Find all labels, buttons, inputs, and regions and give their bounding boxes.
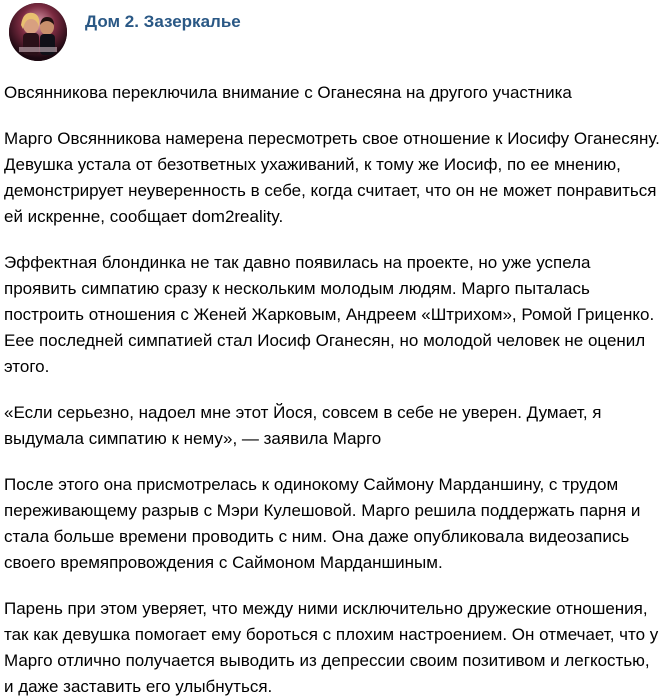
post-title: Овсянникова переключила внимание с Оганесяна на другого участника	[4, 83, 572, 102]
paragraph: Парень при этом уверяет, что между ними исключительно дружеские отношения, так как девушка помогает ему бороться с плохим настроением. Он отмечает, что у Марго отлично получается выводить из депрессии своим позитивом и легкостью, и даже заставить его улыбнуться.	[4, 599, 659, 696]
quote-paragraph: «Если серьезно, надоел мне этот Йося, совсем в себе не уверен. Думает, я выдумала симпатию к нему», — заявила Марго	[4, 403, 602, 448]
paragraph: Эффектная блондинка не так давно появилась на проекте, но уже успела проявить симпатию сразу к нескольким молодым людям. Марго пыталась построить отношения с Женей Жарковым, Андреем «Штрихом», Ромой Гриценко. Еее последней симпатией стал Иосиф Оганесян, но молодой человек не оценил этого.	[4, 253, 655, 376]
group-avatar[interactable]	[9, 3, 67, 61]
post-text	[4, 80, 668, 700]
group-avatar-image	[9, 3, 67, 61]
paragraph: После этого она присмотрелась к одинокому Саймону Марданшину, с трудом переживающему разрыв с Мэри Кулешовой. Марго решила поддержать парня и стала больше времени проводить с ним. Она даже опубликовала видеозапись своего времяпровождения с Саймоном Марданшиным.	[4, 475, 641, 572]
paragraph: Марго Овсянникова намерена пересмотреть свое отношение к Иосифу Оганесяну. Девушка устала от безответных ухаживаний, к тому же Иосиф, по ее мнению, демонстрирует неуверенность в себе, когда считает, что он не может понравиться ей искренне, сообщает dom2reality.	[4, 129, 660, 226]
author-name-link[interactable]: Дом 2. Зазеркалье	[85, 12, 241, 31]
post-header	[0, 0, 670, 74]
